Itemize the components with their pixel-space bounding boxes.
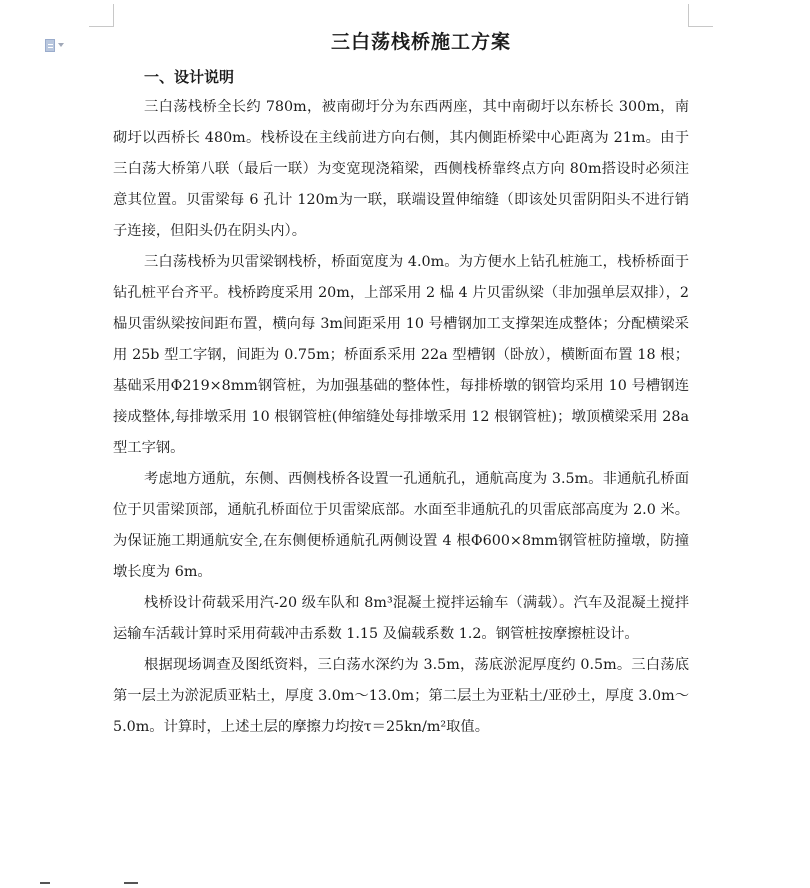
paragraph-5: 根据现场调查及图纸资料，三白荡水深约为 3.5m，荡底淤泥厚度约 0.5m。三白荡底第一层土为淤泥质亚粘土，厚度 3.0m～13.0m；第二层土为亚粘土/亚砂土，厚度 3.0m～5.0m。计算时，上述土层的摩擦力均按τ＝25kn/m²取值。 xyxy=(113,657,689,735)
paragraph-3: 考虑地方通航，东侧、西侧栈桥各设置一孔通航孔，通航高度为 3.5m。非通航孔桥面位于贝雷梁顶部，通航孔桥面位于贝雷梁底部。水面至非通航孔的贝雷底部高度为 2.0 米。为保证施工期通航安全,在东侧便桥通航孔两侧设置 4 根Φ600×8mm钢管桩防撞墩，防撞墩长度为 6m。 xyxy=(113,471,689,580)
paragraph-1: 三白荡栈桥全长约 780m，被南砌圩分为东西两座，其中南砌圩以东桥长 300m，南砌圩以西桥长 480m。栈桥设在主线前进方向右侧，其内侧距桥梁中心距离为 21m。由于三白荡大桥第八联（最后一联）为变宽现浇箱梁，西侧栈桥靠终点方向 80m搭设时必须注意其位置。贝雷梁每 6 孔计 120m为一联，联端设置伸缩缝（即该处贝雷阴阳头不进行销子连接，但阳头仍在阴头内）。 xyxy=(113,99,689,239)
crop-mark-top-left xyxy=(89,4,114,27)
page-marker xyxy=(40,882,50,884)
document-title: 三白荡栈桥施工方案 xyxy=(330,31,511,53)
page-marker xyxy=(124,882,138,884)
crop-mark-top-right xyxy=(688,4,713,27)
document-body xyxy=(113,62,689,743)
paragraph-2: 三白荡栈桥为贝雷梁钢栈桥，桥面宽度为 4.0m。为方便水上钻孔桩施工，栈桥桥面于钻孔桩平台齐平。栈桥跨度采用 20m，上部采用 2 榀 4 片贝雷纵梁（非加强单层双排），2 榀贝雷纵梁按间距布置，横向每 3m间距采用 10 号槽钢加工支撑架连成整体；分配横梁采用 25b 型工字钢，间距为 0.75m；桥面系采用 22a 型槽钢（卧放），横断面布置 18 根；基础采用Φ219×8mm钢管桩，为加强基础的整体性，每排桥墩的钢管均采用 10 号槽钢连接成整体,每排墩采用 10 根钢管桩(伸缩缝处每排墩采用 12 根钢管桩)；墩顶横梁采用 28a 型工字钢。 xyxy=(113,254,689,456)
paragraph-4: 栈桥设计荷载采用汽-20 级车队和 8m³混凝土搅拌运输车（满载）。汽车及混凝土搅拌运输车活载计算时采用荷载冲击系数 1.15 及偏载系数 1.2。钢管桩按摩擦桩设计。 xyxy=(113,595,689,642)
section-heading: 一、设计说明 xyxy=(144,68,235,86)
page-bottom-edge xyxy=(0,880,810,888)
